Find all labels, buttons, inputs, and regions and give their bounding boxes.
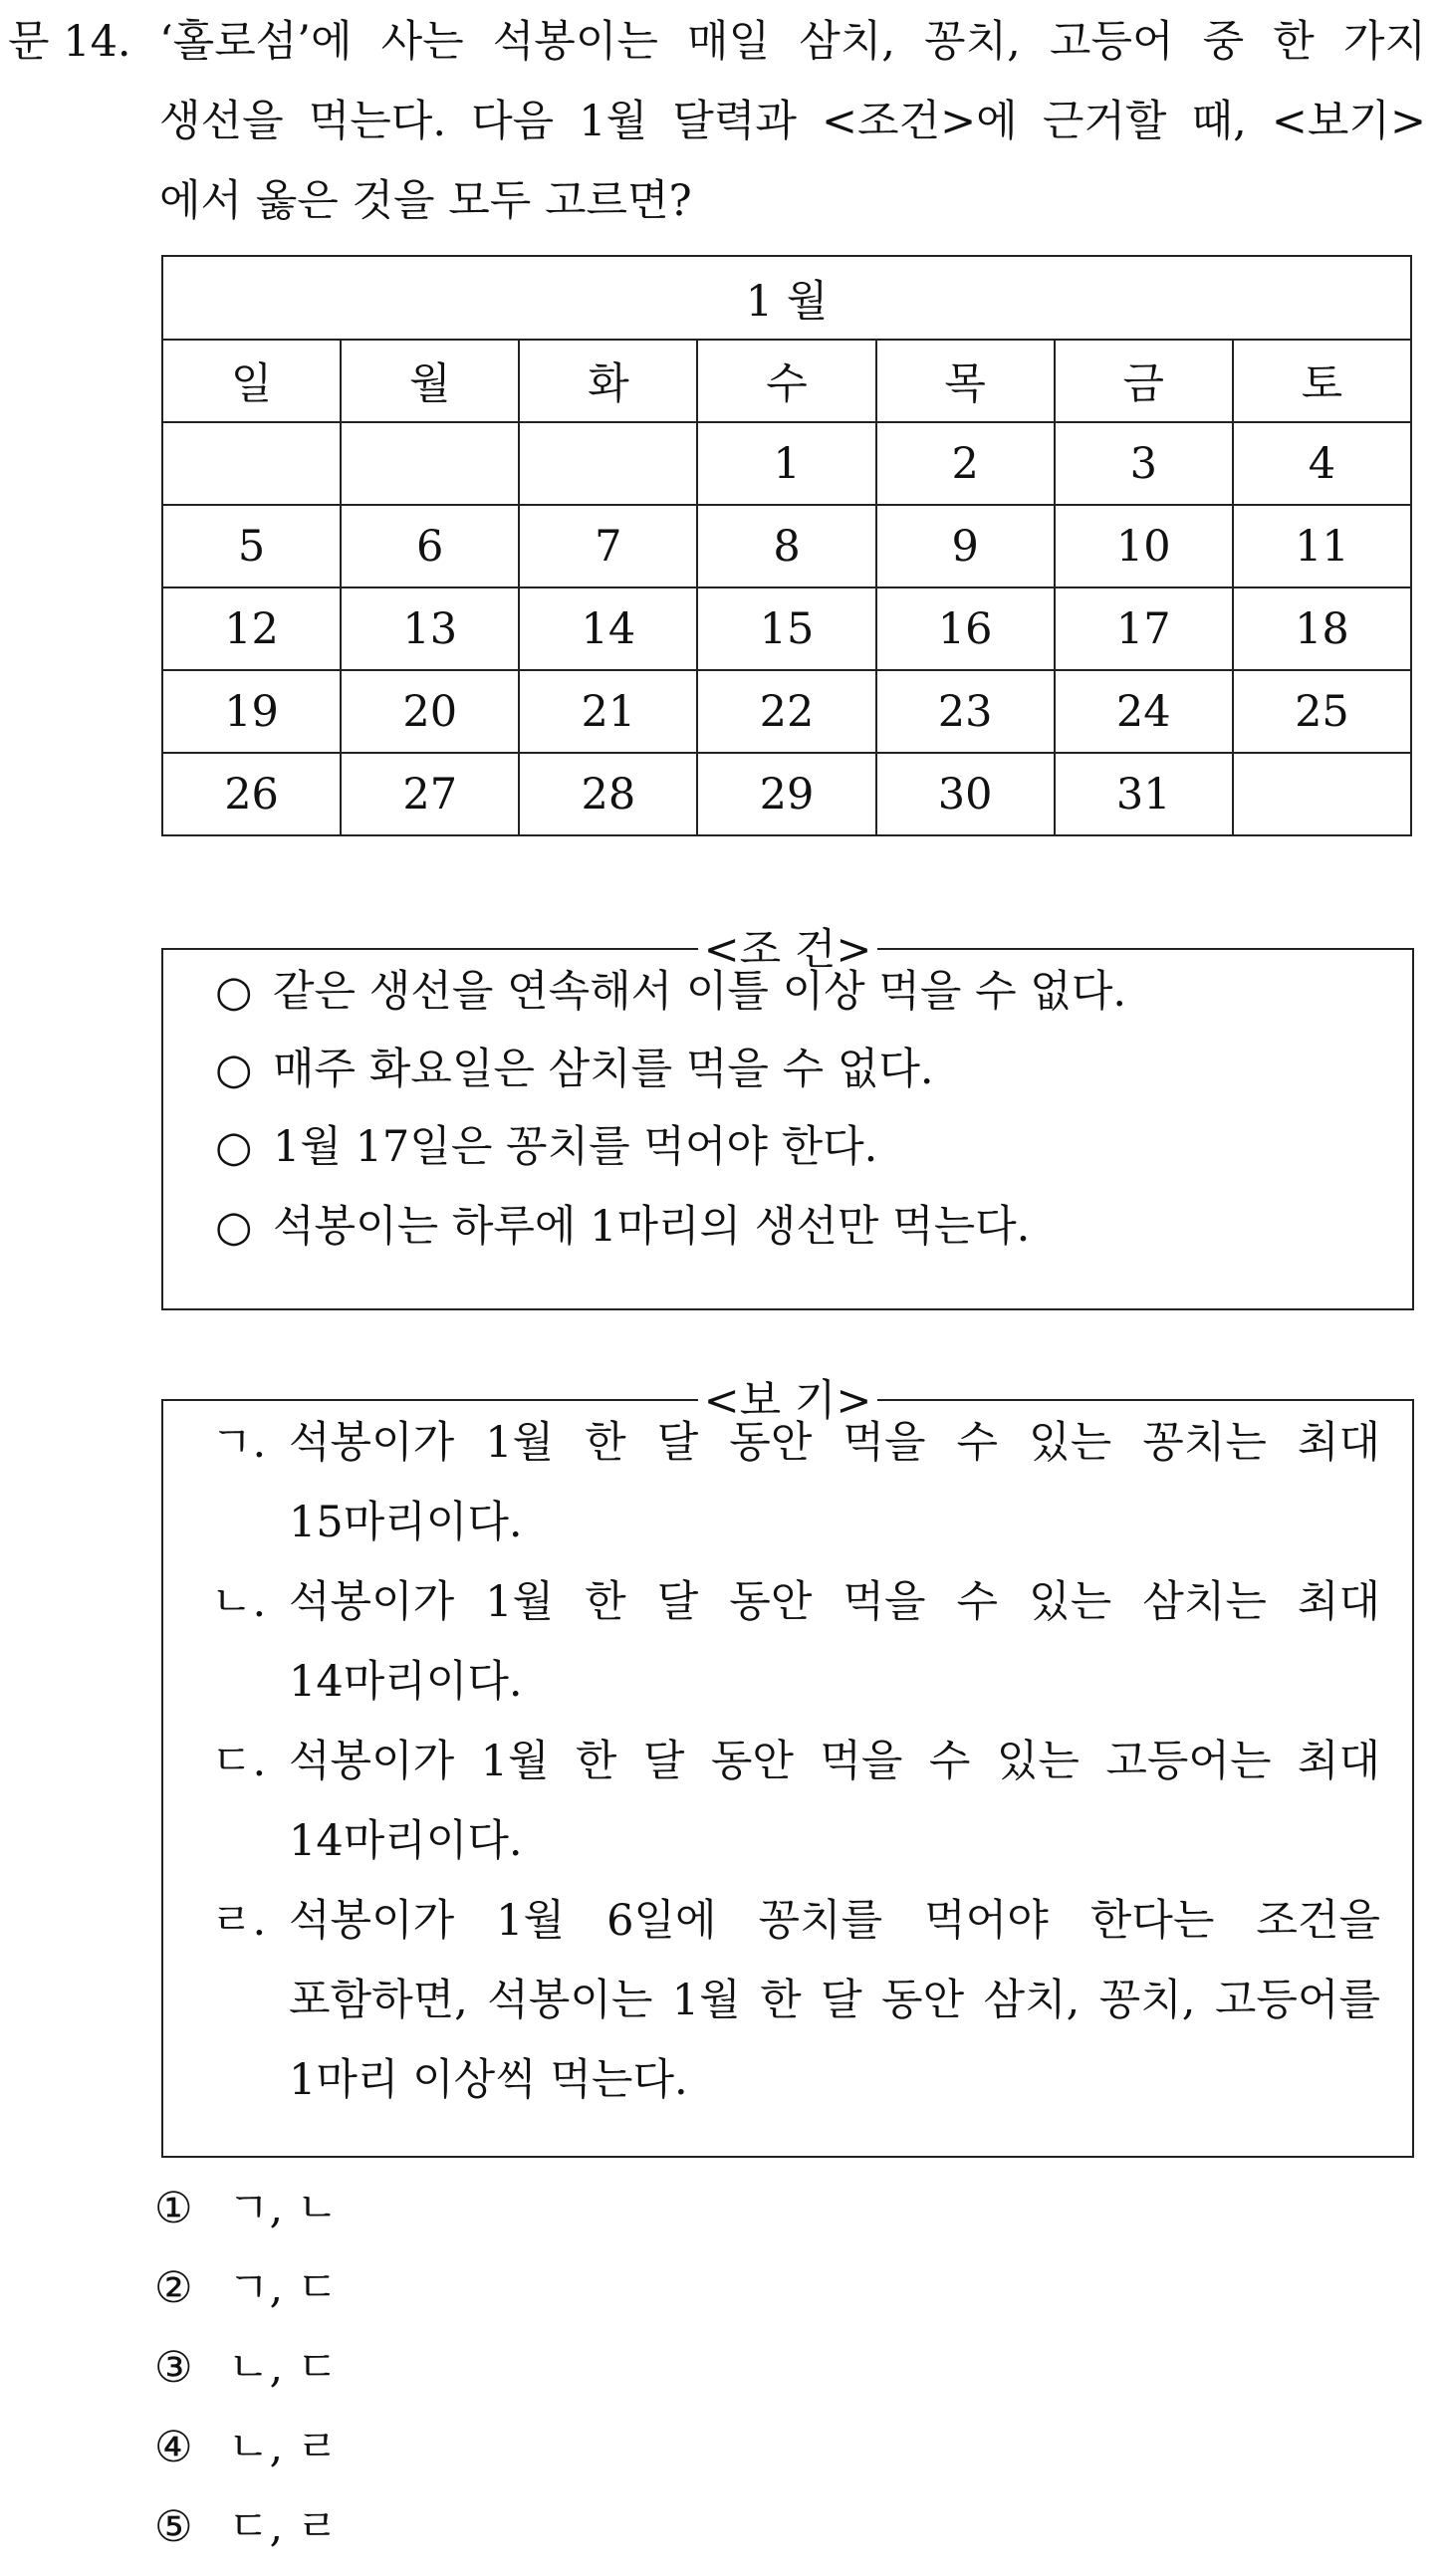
- day-cell: 26: [162, 753, 341, 835]
- circle-bullet-icon: ○: [215, 967, 253, 1017]
- weekday-row: [162, 340, 1411, 422]
- choice-number: ③: [154, 2343, 193, 2393]
- day-cell: [1233, 753, 1411, 835]
- choice-number: ⑤: [154, 2502, 193, 2552]
- day-cell: 24: [1055, 670, 1233, 753]
- day-cell: 5: [162, 505, 341, 587]
- question-text: ‘홀로섬’에 사는 석봉이는 매일 삼치, 꽁치, 고등어 중 한 가지: [159, 17, 1426, 67]
- bogi-text: 포함하면, 석봉이는 1월 한 달 동안 삼치, 꽁치, 고등어를: [289, 1976, 1380, 2025]
- bogi-label: ㄷ.: [211, 1737, 267, 1786]
- answer-choice-1[interactable]: [154, 2169, 338, 2248]
- choice-text: ㄱ, ㄷ: [228, 2263, 339, 2313]
- bogi-text: 석봉이가 1월 한 달 동안 먹을 수 있는 꽁치는 최대: [289, 1418, 1380, 1468]
- day-cell: 9: [876, 505, 1055, 587]
- choice-number: ②: [154, 2263, 193, 2313]
- day-cell: 17: [1055, 587, 1233, 670]
- choice-text: ㄱ, ㄴ: [228, 2184, 339, 2233]
- weekday-cell: 토: [1233, 340, 1411, 422]
- conditions-title: <조 건>: [163, 920, 1412, 980]
- day-cell: 21: [519, 670, 697, 753]
- day-cell: 11: [1233, 505, 1411, 587]
- bogi-text: 14마리이다.: [289, 1816, 523, 1866]
- day-cell: 25: [1233, 670, 1411, 753]
- day-cell: 27: [341, 753, 519, 835]
- weekday-cell: 화: [519, 340, 697, 422]
- circle-bullet-icon: ○: [215, 1122, 253, 1172]
- choice-text: ㄷ, ㄹ: [228, 2502, 339, 2552]
- answer-choice-2[interactable]: [154, 2248, 338, 2328]
- circle-bullet-icon: ○: [215, 1045, 253, 1094]
- day-cell: 8: [697, 505, 875, 587]
- weekday-cell: 금: [1055, 340, 1233, 422]
- day-cell: 3: [1055, 422, 1233, 505]
- day-cell: 12: [162, 587, 341, 670]
- bogi-text: 석봉이가 1월 6일에 꽁치를 먹어야 한다는 조건을: [289, 1896, 1380, 1946]
- choice-number: ④: [154, 2423, 193, 2472]
- day-cell: 19: [162, 670, 341, 753]
- bogi-label: ㄴ.: [211, 1577, 267, 1627]
- day-cell: 2: [876, 422, 1055, 505]
- condition-item: ○ 석봉이는 하루에 1마리의 생선만 먹는다.: [215, 1187, 1030, 1267]
- day-cell: 29: [697, 753, 875, 835]
- week-row: [162, 670, 1411, 753]
- day-cell: 23: [876, 670, 1055, 753]
- day-cell: 16: [876, 587, 1055, 670]
- answer-choice-5[interactable]: [154, 2487, 338, 2567]
- day-cell: [519, 422, 697, 505]
- day-cell: 30: [876, 753, 1055, 835]
- calendar-month-header: 1 월: [162, 256, 1411, 340]
- condition-item: ○ 매주 화요일은 삼치를 먹을 수 없다.: [215, 1030, 934, 1109]
- condition-item: ○ 같은 생선을 연속해서 이틀 이상 먹을 수 없다.: [215, 952, 1126, 1032]
- weekday-cell: 일: [162, 340, 341, 422]
- bogi-text: 15마리이다.: [289, 1498, 523, 1547]
- bogi-label: ㄱ.: [211, 1418, 267, 1468]
- day-cell: 31: [1055, 753, 1233, 835]
- bogi-text: 석봉이가 1월 한 달 동안 먹을 수 있는 고등어는 최대: [289, 1737, 1380, 1786]
- week-row: [162, 753, 1411, 835]
- week-row: [162, 587, 1411, 670]
- bogi-text: 석봉이가 1월 한 달 동안 먹을 수 있는 삼치는 최대: [289, 1577, 1380, 1627]
- day-cell: 22: [697, 670, 875, 753]
- day-cell: 4: [1233, 422, 1411, 505]
- condition-item: ○ 1월 17일은 꽁치를 먹어야 한다.: [215, 1107, 877, 1187]
- bogi-box: [161, 1376, 1414, 2158]
- choice-text: ㄴ, ㄷ: [228, 2343, 339, 2393]
- bogi-text: 1마리 이상씩 먹는다.: [289, 2055, 688, 2105]
- bogi-item: [211, 1562, 1380, 1722]
- choice-text: ㄴ, ㄹ: [228, 2423, 339, 2472]
- bogi-item: [211, 1881, 1380, 2120]
- day-cell: 6: [341, 505, 519, 587]
- question-number: 문 14.: [8, 17, 131, 67]
- question-line: [0, 161, 1429, 241]
- circle-bullet-icon: ○: [215, 1202, 253, 1252]
- bogi-item: [211, 1403, 1380, 1562]
- day-cell: 15: [697, 587, 875, 670]
- question-text: 에서 옳은 것을 모두 고르면?: [159, 176, 692, 226]
- day-cell: 20: [341, 670, 519, 753]
- day-cell: 7: [519, 505, 697, 587]
- bogi-item: [211, 1722, 1380, 1881]
- conditions-box: [161, 925, 1414, 1310]
- question-line: [0, 2, 1429, 82]
- bogi-label: ㄹ.: [211, 1896, 267, 1946]
- january-calendar: [161, 255, 1412, 836]
- day-cell: 13: [341, 587, 519, 670]
- day-cell: 28: [519, 753, 697, 835]
- week-row: [162, 505, 1411, 587]
- weekday-cell: 월: [341, 340, 519, 422]
- day-cell: [341, 422, 519, 505]
- choice-number: ①: [154, 2184, 193, 2233]
- bogi-text: 14마리이다.: [289, 1657, 523, 1707]
- day-cell: 10: [1055, 505, 1233, 587]
- day-cell: 18: [1233, 587, 1411, 670]
- question-line: [0, 82, 1429, 161]
- answer-choice-3[interactable]: [154, 2328, 338, 2408]
- day-cell: 14: [519, 587, 697, 670]
- day-cell: [162, 422, 341, 505]
- bogi-title: <보 기>: [163, 1371, 1412, 1431]
- question-text: 생선을 먹는다. 다음 1월 달력과 <조건>에 근거할 때, <보기>: [159, 97, 1426, 146]
- weekday-cell: 목: [876, 340, 1055, 422]
- day-cell: 1: [697, 422, 875, 505]
- week-row: [162, 422, 1411, 505]
- weekday-cell: 수: [697, 340, 875, 422]
- answer-choice-4[interactable]: [154, 2408, 338, 2487]
